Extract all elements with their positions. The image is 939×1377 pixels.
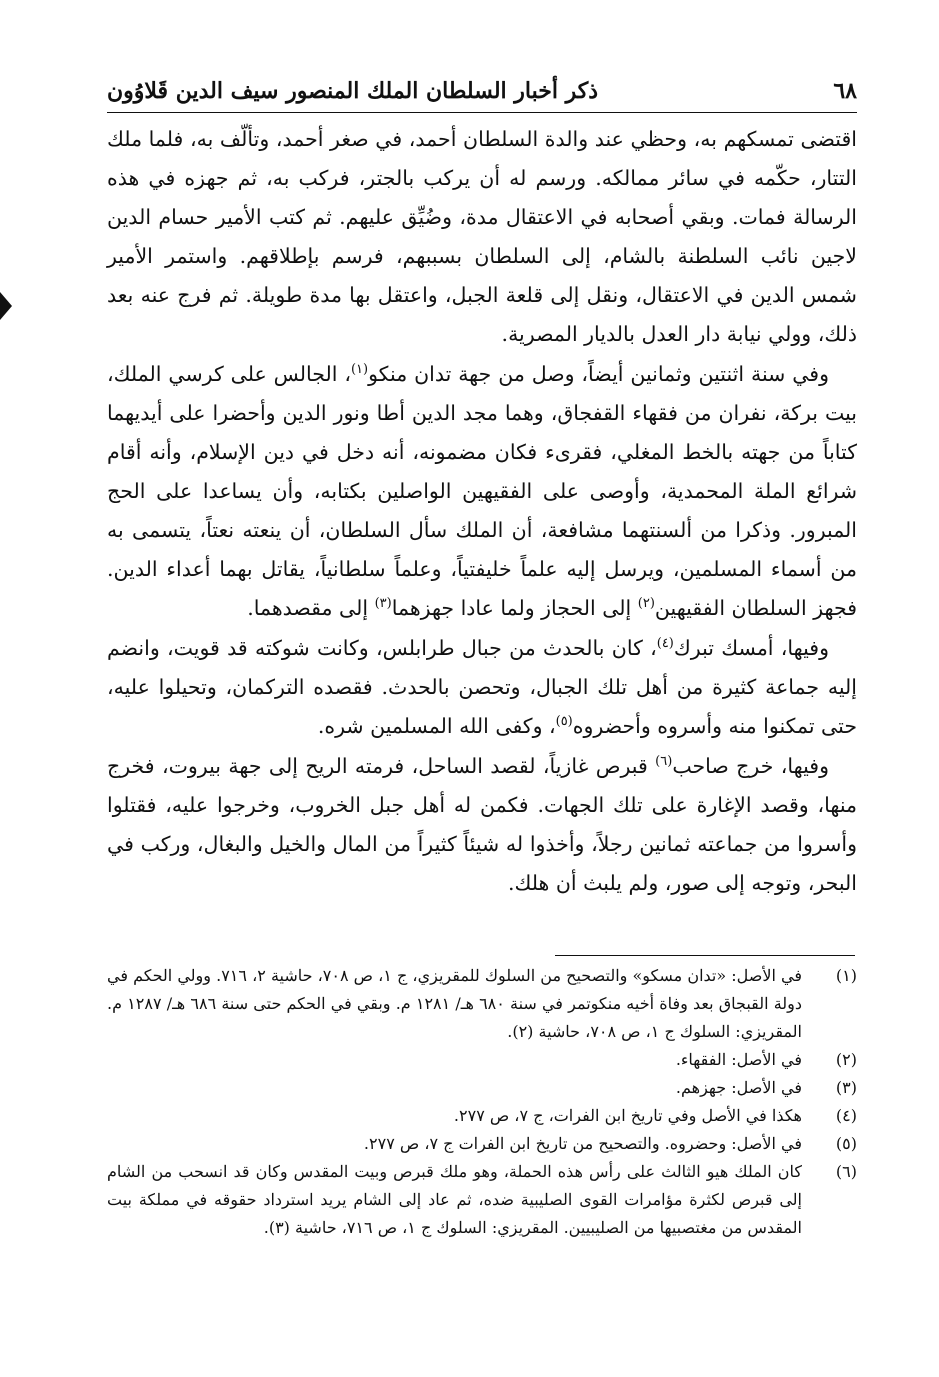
footnote-number: (٢) bbox=[835, 1050, 857, 1069]
main-text bbox=[107, 120, 857, 904]
running-title: ذكر أخبار السلطان الملك المنصور سيف الدين قَلاوُون bbox=[107, 78, 599, 104]
footnote-ref-4[interactable]: (٤) bbox=[656, 636, 674, 652]
footnote-number: (٤) bbox=[835, 1106, 857, 1125]
paragraph-1: اقتضى تمسكهم به، وحظي عند والدة السلطان أحمد، في صغر أحمد، وتألّف به، فلما ملك التتار، حكّمه في سائر ممالكه. ورسم له أن يركب بالجتر، فركب به، ثم جهزه في هذه الرسالة فمات. وبقي أصحابه في الاعتقال مدة، وضُيِّق عليهم. ثم كتب الأمير حسام الدين لاجين نائب السلطنة بالشام، إلى السلطان بسببهم، فرسم بإطلاقهم. واستمر الأمير شمس الدين في الاعتقال، ونقل إلى قلعة الجبل، واعتقل بها مدة طويلة. ثم فرج عنه بعد ذلك، وولي نيابة دار العدل بالديار المصرية. bbox=[107, 127, 857, 346]
footnote-text: في الأصل: «تدان مسكو» والتصحيح من السلوك للمقريزي، ج ١، ص ٧٠٨، حاشية ٢، ٧١٦. وولي الحكم في دولة القبجاق بعد وفاة أخيه منكوتمر في سنة ٦٨٠ هـ/ ١٢٨١ م. وبقي في الحكم حتى سنة ٦٨٦ هـ/ ١٢٨٧ م. المقريزي: السلوك ج ١، ص ٧٠٨، حاشية (٢). bbox=[107, 966, 803, 1041]
footnote-text: كان الملك هيو الثالث على رأس هذه الحملة، وهو ملك قبرص وبيت المقدس وكان قد انسحب من الشام إلى قبرص لكثرة مؤامرات القوى الصليبية ضده، ثم عاد إلى الشام يريد استرداد حقوقه في مملكة بيت المقدس من مغتصبيها من الصليبيين. المقريزي: السلوك ج ١، ص ٧١٦، حاشية (٣). bbox=[107, 1162, 803, 1237]
footnote-ref-1[interactable]: (١) bbox=[350, 362, 369, 378]
footnote-ref-2[interactable]: (٢) bbox=[637, 596, 655, 612]
margin-arrow-mark bbox=[0, 292, 12, 320]
footnote-6 bbox=[107, 1158, 857, 1242]
footnote-text: في الأصل: جهزهم. bbox=[675, 1078, 802, 1097]
footnote-number: (٣) bbox=[835, 1078, 857, 1097]
footnote-3 bbox=[107, 1074, 857, 1102]
footnote-text: في الأصل: وحضروه. والتصحيح من تاريخ ابن الفرات ج ٧، ص ٢٧٧. bbox=[363, 1134, 802, 1153]
footnote-number: (٦) bbox=[835, 1162, 857, 1181]
footnote-ref-6[interactable]: (٦) bbox=[655, 754, 673, 770]
footnote-number: (١) bbox=[835, 966, 857, 985]
footnote-text: هكذا في الأصل وفي تاريخ ابن الفرات، ج ٧، ص ٢٧٧. bbox=[453, 1106, 802, 1125]
footnote-separator bbox=[555, 955, 855, 956]
running-header bbox=[107, 72, 857, 113]
footnote-ref-5[interactable]: (٥) bbox=[555, 714, 573, 730]
footnotes bbox=[107, 962, 857, 1242]
footnote-4 bbox=[107, 1102, 857, 1130]
footnote-1 bbox=[107, 962, 857, 1046]
footnote-ref-3[interactable]: (٣) bbox=[374, 596, 392, 612]
footnote-5 bbox=[107, 1130, 857, 1158]
paragraph-3: وفيها، أمسك تبرك$^{(٤)}$، كان بالحدث من جبال طرابلس، وكانت شوكته قد قويت، وانضم إليه جماعة كثيرة من أهل تلك الجبال، وتحصن بالحدث. فقصده التركمان، وتحيلوا عليه، حتى تمكنوا منه وأسروه وأحضروه$^{(٥)}$، وكفى الله المسلمين شره. bbox=[107, 636, 857, 738]
page-number: ٦٨ bbox=[833, 78, 857, 104]
footnote-text: في الأصل: الفقهاء. bbox=[675, 1050, 802, 1069]
footnote-2 bbox=[107, 1046, 857, 1074]
paragraph-4: وفيها، خرج صاحب$^{(٦)}$ قبرص غازياً، لقصد الساحل، فرمته الريح إلى جهة بيروت، فخرج منها، وقصد الإغارة على تلك الجهات. فكمن له أهل جبل الخروب، وخرجوا عليه، فقتلوا وأسروا من جماعته ثمانين رجلاً، وأخذوا له شيئاً كثيراً من المال والخيل والبغال، وركب في البحر، وتوجه إلى صور، ولم يلبث أن هلك. bbox=[107, 754, 857, 895]
footnote-number: (٥) bbox=[835, 1134, 857, 1153]
paragraph-2: وفي سنة اثنتين وثمانين أيضاً، وصل من جهة تدان منكو$^{(١)}$، الجالس على كرسي الملك، بيت بركة، نفران من فقهاء القفجاق، وهما مجد الدين أطا ونور الدين وأحضرا على أيديهما كتاباً من جهته بالخط المغلي، فقرىء فكان مضمونه، أنه دخل في دين الإسلام، وأنه أقام شرائع الملة المحمدية، وأوصى على الفقيهين الواصلين بكتابه، وأن يساعدا على الحج المبرور. وذكرا من ألسنتهما مشافعة، أن الملك سأل السلطان، أن ينعته نعتاً، يتسمى به من أسماء المسلمين، ويرسل إليه علماً خليفتياً، وعلماً سلطانياً، يقاتل بهما أعداء الدين. فجهز السلطان الفقيهين$^{(٢)}$ إلى الحجاز ولما عادا جهزهما$^{(٣)}$ إلى مقصدهما. bbox=[107, 362, 857, 620]
